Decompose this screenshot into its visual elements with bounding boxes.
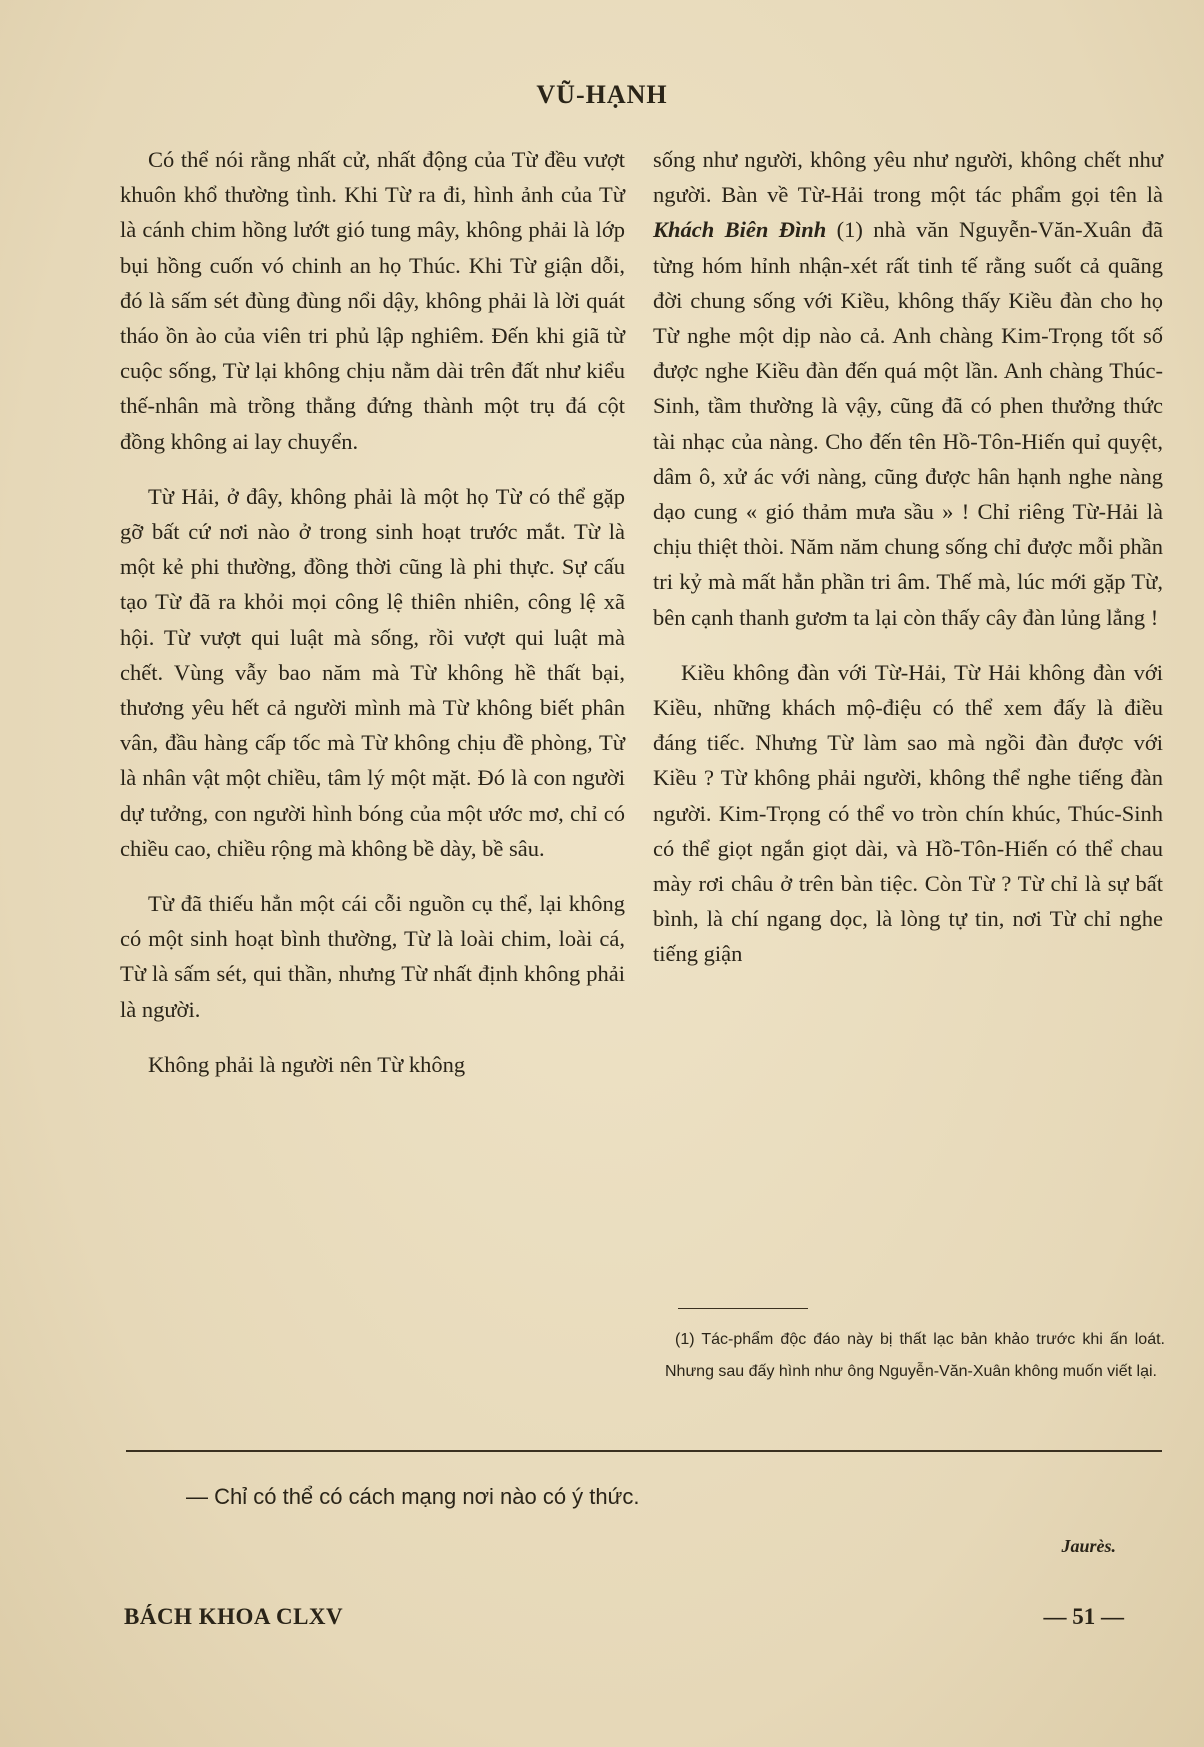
publication-name: BÁCH KHOA CLXV xyxy=(124,1604,344,1629)
paragraph: Có thể nói rằng nhất cử, nhất động của Từ đều vượt khuôn khổ thường tình. Khi Từ ra đi, hình ảnh của Từ là cánh chim hồng lướt gió tung mây, không phải là lớp bụi hồng cuốn vó chinh an họ Thúc. Khi Từ giận dỗi, đó là sấm sét đùng đùng nổi dậy, không phải là lời quát tháo ồn ào của viên tri phủ lập nghiêm. Đến khi giã từ cuộc sống, Từ lại không chịu nằm dài trên đất như kiểu thế-nhân mà trồng thẳng đứng thành một trụ đá cột đồng không ai lay chuyển. xyxy=(120,147,625,454)
footnote xyxy=(665,1324,1165,1388)
paragraph xyxy=(653,142,1163,635)
epigraph-quote: — Chỉ có thể có cách mạng nơi nào có ý thức. xyxy=(186,1484,640,1509)
paragraph-text: (1) nhà văn Nguyễn-Văn-Xuân đã từng hóm hỉnh nhận-xét rất tinh tế rằng suốt cả quãng đời chung sống với Kiều, không thấy Kiều đàn cho họ Từ nghe một dịp nào cả. Anh chàng Kim-Trọng tốt số được nghe Kiều đàn đến quá một lần. Anh chàng Thúc-Sinh, tầm thường là vậy, cũng đã có phen thưởng thức tài nhạc của nàng. Cho đến tên Hồ-Tôn-Hiến quỉ quyệt, dâm ô, xử ác với nàng, cũng được hân hạnh nghe nàng dạo cung « gió thảm mưa sầu » ! Chỉ riêng Từ-Hải là chịu thiệt thòi. Năm năm chung sống chỉ được mỗi phần tri kỷ mà mất hẳn phần tri âm. Thế mà, lúc mới gặp Từ, bên cạnh thanh gươm ta lại còn thấy cây đàn lủng lẳng ! xyxy=(653,217,1164,630)
paragraph: Từ Hải, ở đây, không phải là một họ Từ có thể gặp gỡ bất cứ nơi nào ở trong sinh hoạt trước mắt. Từ là một kẻ phi thường, đồng thời cũng là phi thực. Sự cấu tạo Từ đã ra khỏi mọi công lệ thiên nhiên, công lệ xã hội. Từ vượt qui luật mà sống, rồi vượt qui luật mà chết. Vùng vẫy bao năm mà Từ không hề thất bại, thương yêu hết cả người mình mà Từ không biết phân vân, đầu hàng cấp tốc mà Từ không chịu đề phòng, Từ là nhân vật một chiều, tâm lý một mặt. Đó là con người dự tưởng, con người hình bóng của một ước mơ, chỉ có chiều cao, chiều rộng mà không bề dày, bề sâu. xyxy=(120,483,625,861)
paragraph-text: sống như người, không yêu như người, không chết như người. Bàn về Từ-Hải trong một tác phẩm gọi tên là xyxy=(653,147,1163,208)
left-column xyxy=(120,142,625,1102)
right-column xyxy=(653,142,1163,992)
section-divider xyxy=(126,1450,1162,1452)
footnote-text: (1) Tác-phẩm độc đáo này bị thất lạc bản khảo trước khi ấn loát. Nhưng sau đấy hình như ông Nguyễn-Văn-Xuân không muốn viết lại. xyxy=(665,1331,1165,1380)
paragraph: Không phải là người nên Từ không xyxy=(148,1051,466,1077)
page-header: VŨ-HẠNH xyxy=(536,80,668,109)
work-title: Khách Biên Đình xyxy=(653,217,827,243)
quote-author: Jaurès. xyxy=(1061,1536,1116,1556)
page-number: — 51 — xyxy=(1043,1604,1124,1629)
paragraph: Từ đã thiếu hẳn một cái cỗi nguồn cụ thể, lại không có một sinh hoạt bình thường, Từ là loài chim, loài cá, Từ là sấm sét, qui thần, nhưng Từ nhất định không phải là người. xyxy=(120,891,625,1022)
paragraph: Kiều không đàn với Từ-Hải, Từ Hải không đàn với Kiều, những khách mộ-điệu có thể xem đấy là điều đáng tiếc. Nhưng Từ làm sao mà ngồi đàn được với Kiều ? Từ không phải người, không thể nghe tiếng đàn người. Kim-Trọng có thể vo tròn chín khúc, Thúc-Sinh có thể giọt ngắn giọt dài, và Hồ-Tôn-Hiến có thể chau mày rơi châu ở trên bàn tiệc. Còn Từ ? Từ chỉ là sự bất bình, là chí ngang dọc, là lòng tự tin, nơi Từ chỉ nghe tiếng giận xyxy=(653,659,1163,967)
footnote-divider xyxy=(678,1308,808,1309)
